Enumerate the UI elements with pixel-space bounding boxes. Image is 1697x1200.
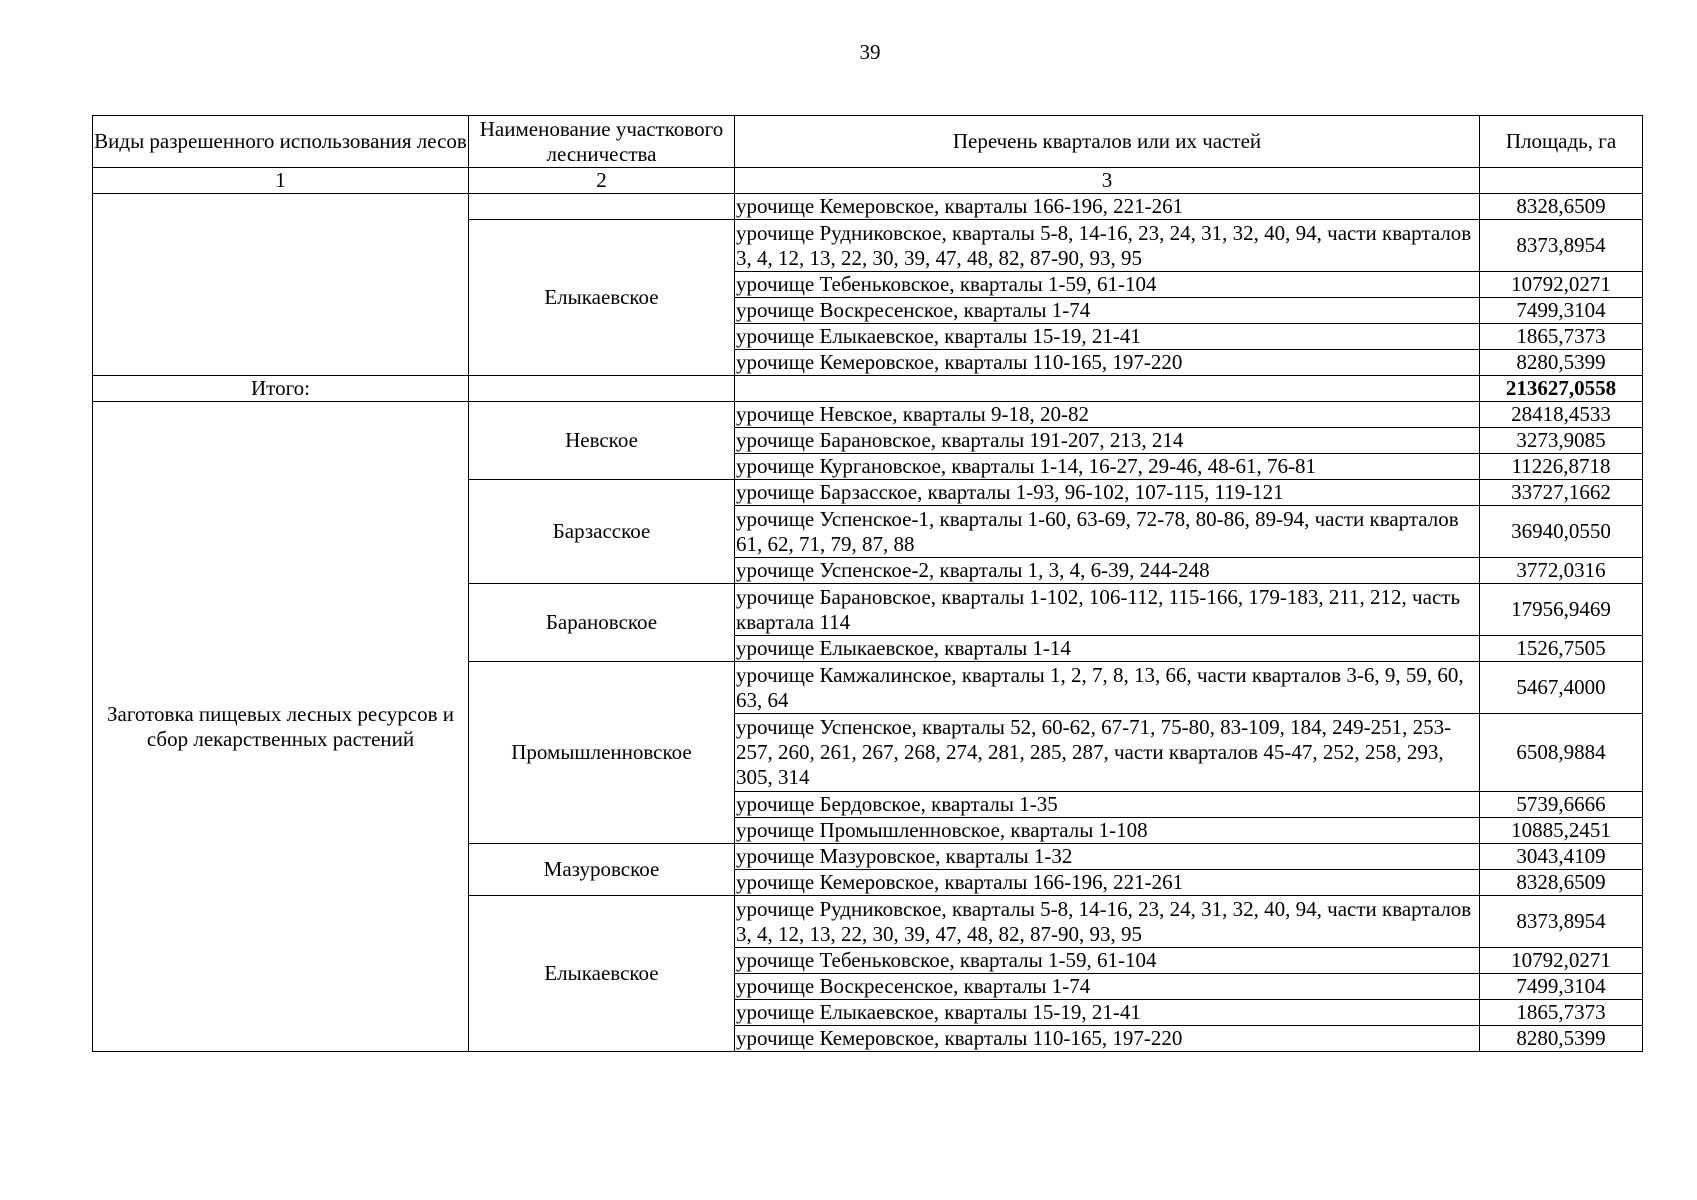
- area-cell: 10792,0271: [1480, 948, 1643, 974]
- table-header-row: [93, 116, 1643, 168]
- area-cell: 8280,5399: [1480, 350, 1643, 376]
- forestry-cell: Промышленновское: [469, 662, 735, 844]
- forestry-cell: Мазуровское: [469, 844, 735, 896]
- quarters-cell: урочище Кемеровское, кварталы 166-196, 221-261: [735, 870, 1480, 896]
- area-cell: 5467,4000: [1480, 662, 1643, 714]
- quarters-cell: урочище Рудниковское, кварталы 5-8, 14-16, 23, 24, 31, 32, 40, 94, части кварталов 3, 4, 12, 13, 22, 30, 39, 47, 48, 82, 87-90, 93, 95: [735, 896, 1480, 948]
- area-cell: 10885,2451: [1480, 818, 1643, 844]
- quarters-cell: урочище Кемеровское, кварталы 110-165, 197-220: [735, 1026, 1480, 1052]
- quarters-cell: урочище Камжалинское, кварталы 1, 2, 7, 8, 13, 66, части кварталов 3-6, 9, 59, 60, 63, 64: [735, 662, 1480, 714]
- forestry-cell: Невское: [469, 402, 735, 480]
- area-cell: 28418,4533: [1480, 402, 1643, 428]
- quarters-cell: урочище Невское, кварталы 9-18, 20-82: [735, 402, 1480, 428]
- area-cell: 36940,0550: [1480, 506, 1643, 558]
- quarters-cell: урочище Елыкаевское, кварталы 15-19, 21-41: [735, 324, 1480, 350]
- forestry-cell: Барзасское: [469, 480, 735, 584]
- table-row: [93, 402, 1643, 428]
- area-cell: 8328,6509: [1480, 194, 1643, 220]
- quarters-cell: урочище Елыкаевское, кварталы 1-14: [735, 636, 1480, 662]
- quarters-cell: урочище Воскресенское, кварталы 1-74: [735, 974, 1480, 1000]
- area-cell: 3043,4109: [1480, 844, 1643, 870]
- area-cell: 17956,9469: [1480, 584, 1643, 636]
- area-cell: 8280,5399: [1480, 1026, 1643, 1052]
- area-cell: 1865,7373: [1480, 324, 1643, 350]
- area-cell: 3273,9085: [1480, 428, 1643, 454]
- quarters-cell: урочище Бердовское, кварталы 1-35: [735, 792, 1480, 818]
- column-number-row: [93, 168, 1643, 194]
- area-cell: 8373,8954: [1480, 220, 1643, 272]
- total-empty-cell: [469, 376, 735, 402]
- area-cell: 33727,1662: [1480, 480, 1643, 506]
- quarters-cell: урочище Кемеровское, кварталы 166-196, 221-261: [735, 194, 1480, 220]
- area-cell: 8373,8954: [1480, 896, 1643, 948]
- total-label: Итого:: [93, 376, 469, 402]
- use-type-cell: Заготовка пищевых лесных ресурсов и сбор лекарственных растений: [93, 402, 469, 1052]
- quarters-cell: урочище Успенское-2, кварталы 1, 3, 4, 6-39, 244-248: [735, 558, 1480, 584]
- table-row: [93, 194, 1643, 220]
- quarters-cell: урочище Успенское, кварталы 52, 60-62, 67-71, 75-80, 83-109, 184, 249-251, 253-257, 260, 261, 267, 268, 274, 281, 285, 287, части кварталов 45-47, 252, 258, 293, 305, 314: [735, 714, 1480, 792]
- total-value: 213627,0558: [1480, 376, 1643, 402]
- quarters-cell: урочище Тебеньковское, кварталы 1-59, 61-104: [735, 948, 1480, 974]
- quarters-cell: урочище Тебеньковское, кварталы 1-59, 61-104: [735, 272, 1480, 298]
- header-forestry: Наименование участкового лесничества: [469, 116, 735, 168]
- forestry-cell: Елыкаевское: [469, 220, 735, 376]
- header-quarters: Перечень кварталов или их частей: [735, 116, 1480, 168]
- area-cell: 11226,8718: [1480, 454, 1643, 480]
- quarters-cell: урочище Промышленновское, кварталы 1-108: [735, 818, 1480, 844]
- column-number: 3: [735, 168, 1480, 194]
- forestry-cell: Барановское: [469, 584, 735, 662]
- quarters-cell: урочище Барановское, кварталы 191-207, 213, 214: [735, 428, 1480, 454]
- area-cell: 1526,7505: [1480, 636, 1643, 662]
- total-empty-cell: [735, 376, 1480, 402]
- column-number: 1: [93, 168, 469, 194]
- use-type-cell-empty: [93, 194, 469, 376]
- forest-use-table: [92, 115, 1643, 1052]
- forestry-cell-empty: [469, 194, 735, 220]
- area-cell: 5739,6666: [1480, 792, 1643, 818]
- quarters-cell: урочище Кургановское, кварталы 1-14, 16-27, 29-46, 48-61, 76-81: [735, 454, 1480, 480]
- area-cell: 10792,0271: [1480, 272, 1643, 298]
- page-number: 39: [859, 40, 881, 64]
- column-number: 2: [469, 168, 735, 194]
- quarters-cell: урочище Барановское, кварталы 1-102, 106-112, 115-166, 179-183, 211, 212, часть квартала 114: [735, 584, 1480, 636]
- area-cell: 1865,7373: [1480, 1000, 1643, 1026]
- quarters-cell: урочище Рудниковское, кварталы 5-8, 14-16, 23, 24, 31, 32, 40, 94, части кварталов 3, 4, 12, 13, 22, 30, 39, 47, 48, 82, 87-90, 93, 95: [735, 220, 1480, 272]
- area-cell: 8328,6509: [1480, 870, 1643, 896]
- header-area: Площадь, га: [1480, 116, 1643, 168]
- total-row: [93, 376, 1643, 402]
- area-cell: 6508,9884: [1480, 714, 1643, 792]
- column-number: [1480, 168, 1643, 194]
- quarters-cell: урочище Воскресенское, кварталы 1-74: [735, 298, 1480, 324]
- header-use-type: Виды разрешенного использования лесов: [93, 116, 469, 168]
- forestry-cell: Елыкаевское: [469, 896, 735, 1052]
- quarters-cell: урочище Елыкаевское, кварталы 15-19, 21-41: [735, 1000, 1480, 1026]
- quarters-cell: урочище Барзасское, кварталы 1-93, 96-102, 107-115, 119-121: [735, 480, 1480, 506]
- quarters-cell: урочище Кемеровское, кварталы 110-165, 197-220: [735, 350, 1480, 376]
- area-cell: 7499,3104: [1480, 298, 1643, 324]
- quarters-cell: урочище Мазуровское, кварталы 1-32: [735, 844, 1480, 870]
- area-cell: 3772,0316: [1480, 558, 1643, 584]
- area-cell: 7499,3104: [1480, 974, 1643, 1000]
- quarters-cell: урочище Успенское-1, кварталы 1-60, 63-69, 72-78, 80-86, 89-94, части кварталов 61, 62, 71, 79, 87, 88: [735, 506, 1480, 558]
